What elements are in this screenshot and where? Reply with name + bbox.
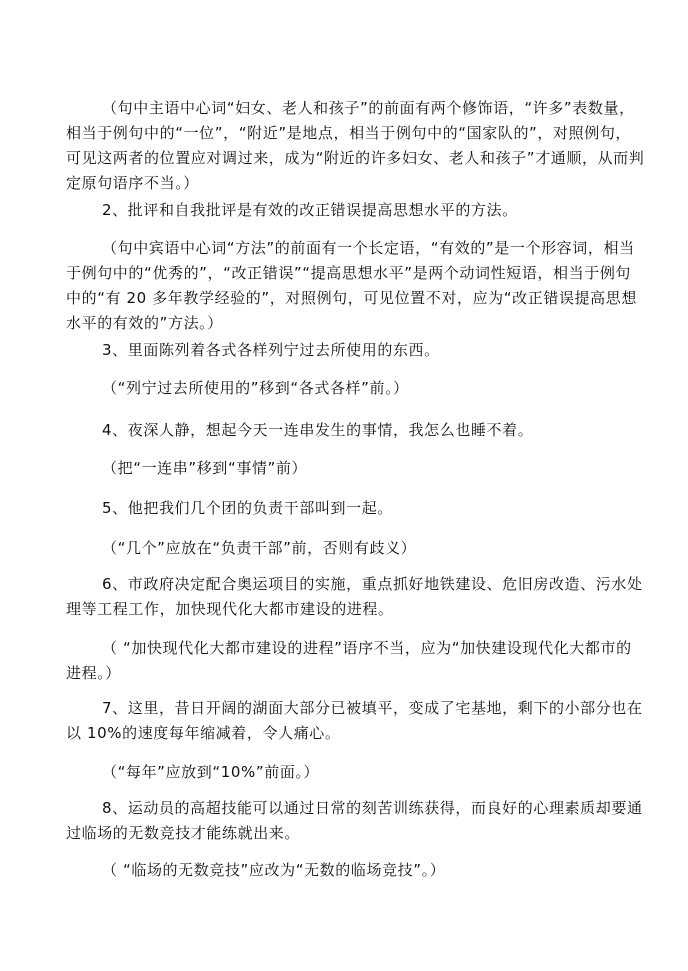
paragraph-explanation-5: （“几个”应放在“负责干部”前，否则有歧义） (102, 539, 417, 557)
paragraph-item-5: 5、他把我们几个团的负责干部叫到一起。 (102, 499, 393, 517)
paragraph-explanation-2: （句中宾语中心词“方法”的前面有一个长定语，“有效的”是一个形容词，相当于例句中的“优秀的”，“改正错误”“提高思想水平”是两个动词性短语，相当于例句中的“有 20 多年教学经验的”，对照例句，可见位置不对，应为“改正错误提高思想水平的有效的”方法。） (66, 239, 637, 332)
paragraph-explanation-1: （句中主语中心词“妇女、老人和孩子”的前面有两个修饰语，“许多”表数量，相当于例句中的“一位”，“附近”是地点，相当于例句中的“国家队的”，对照例句，可见这两者的位置应对调过来，成为“附近的许多妇女、老人和孩子”才通顺，从而判定原句语序不当。） (66, 99, 645, 192)
paragraph-explanation-4: （把“一连串”移到“事情”前） (102, 459, 308, 477)
paragraph-item-6: 6、市政府决定配合奥运项目的实施，重点抓好地铁建设、危旧房改造、污水处理等工程工作，加快现代化大都市建设的进程。 (66, 575, 643, 618)
paragraph-item-2: 2、批评和自我批评是有效的改正错误提高思想水平的方法。 (102, 201, 518, 219)
paragraph-explanation-3: （“列宁过去所使用的”移到“各式各样”前。） (102, 379, 409, 397)
paragraph-explanation-6: （ “加快现代化大都市建设的进程”语序不当，应为“加快建设现代化大都市的进程。） (66, 639, 632, 682)
paragraph-item-4: 4、夜深人静，想起今天一连串发生的事情，我怎么也睡不着。 (102, 421, 534, 439)
paragraph-explanation-7: （“每年”应放到“10%”前面。） (102, 763, 320, 781)
paragraph-item-7: 7、这里，昔日开阔的湖面大部分已被填平，变成了宅基地，剩下的小部分也在以 10%的速度每年缩减着，令人痛心。 (66, 699, 643, 742)
paragraph-item-3: 3、里面陈列着各式各样列宁过去所使用的东西。 (102, 341, 440, 359)
paragraph-item-8: 8、运动员的高超技能可以通过日常的刻苦训练获得，而良好的心理素质却要通过临场的无数竞技才能练就出来。 (66, 799, 643, 842)
paragraph-explanation-8: （ “临场的无数竞技”应改为“无数的临场竞技”。） (102, 861, 446, 879)
